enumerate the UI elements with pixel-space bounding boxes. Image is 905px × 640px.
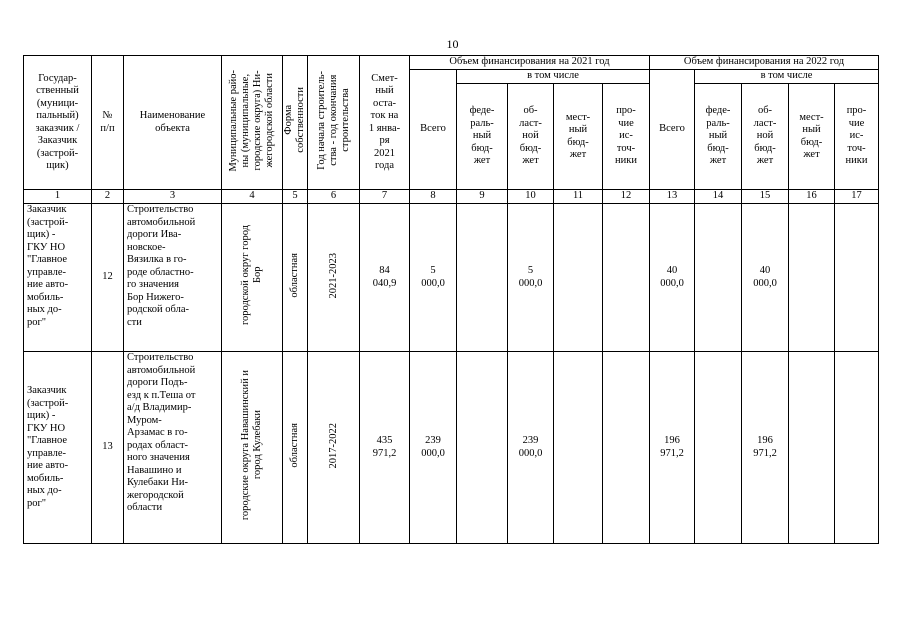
column-number: 9 xyxy=(457,190,508,204)
header-other-2022: про- чие ис- точ- ники xyxy=(835,84,879,190)
row-estimate: 435 971,2 xyxy=(360,352,410,544)
column-number: 7 xyxy=(360,190,410,204)
row-customer: Заказчик (застрой- щик) - ГКУ НО "Главное управле- ние авто- мобиль- ных до- рог" xyxy=(24,352,92,544)
row-regional-2022: 40 000,0 xyxy=(742,204,789,352)
row-years: 2021-2023 xyxy=(308,204,360,352)
row-total-2021: 5 000,0 xyxy=(410,204,457,352)
row-local-2021 xyxy=(554,352,603,544)
header-financing-2022: Объем финансирования на 2022 год xyxy=(650,56,879,70)
header-customer: Государ- ственный (муници- пальный) заказчик / Заказчик (застрой- щик) xyxy=(24,56,92,190)
header-including-2021: в том числе xyxy=(457,70,650,84)
column-number: 11 xyxy=(554,190,603,204)
column-number: 14 xyxy=(695,190,742,204)
row-federal-2022 xyxy=(695,204,742,352)
financing-table xyxy=(23,55,879,544)
column-number: 17 xyxy=(835,190,879,204)
column-number-row xyxy=(24,190,879,204)
row-regional-2022: 196 971,2 xyxy=(742,352,789,544)
row-federal-2021 xyxy=(457,352,508,544)
header-local-2022: мест- ный бюд- жет xyxy=(789,84,835,190)
row-total-2021: 239 000,0 xyxy=(410,352,457,544)
row-customer: Заказчик (застрой- щик) - ГКУ НО "Главное управле- ние авто- мобиль- ных до- рог" xyxy=(24,204,92,352)
row-federal-2022 xyxy=(695,352,742,544)
column-number: 1 xyxy=(24,190,92,204)
header-number: № п/п xyxy=(92,56,124,190)
row-other-2021 xyxy=(603,352,650,544)
page-number: 10 xyxy=(446,37,459,51)
row-municipality: городской округ город Бор xyxy=(222,204,283,352)
row-estimate: 84 040,9 xyxy=(360,204,410,352)
row-object-name: Строительство автомобильной дороги Подъ- езд к п.Теша от а/д Владимир- Муром- Арзамас в го- родах област- ного значения Навашино и Кулебаки Ни- жегородской области xyxy=(124,352,222,544)
column-number: 8 xyxy=(410,190,457,204)
column-number: 4 xyxy=(222,190,283,204)
row-years: 2017-2022 xyxy=(308,352,360,544)
row-municipality: городские округа Навашинский и город Кулебаки xyxy=(222,352,283,544)
header-total-2021: Всего xyxy=(410,70,457,190)
column-number: 2 xyxy=(92,190,124,204)
row-total-2022: 196 971,2 xyxy=(650,352,695,544)
column-number: 6 xyxy=(308,190,360,204)
row-number: 13 xyxy=(92,352,124,544)
column-number: 12 xyxy=(603,190,650,204)
header-federal-2021: феде- раль- ный бюд- жет xyxy=(457,84,508,190)
column-number: 3 xyxy=(124,190,222,204)
header-regional-2021: об- ласт- ной бюд- жет xyxy=(508,84,554,190)
header-total-2022: Всего xyxy=(650,70,695,190)
column-number: 15 xyxy=(742,190,789,204)
row-other-2021 xyxy=(603,204,650,352)
column-number: 5 xyxy=(283,190,308,204)
row-federal-2021 xyxy=(457,204,508,352)
column-number: 13 xyxy=(650,190,695,204)
row-other-2022 xyxy=(835,352,879,544)
header-years: Год начала строитель- ства - год окончания строительства xyxy=(308,56,360,190)
row-regional-2021: 239 000,0 xyxy=(508,352,554,544)
header-estimate: Смет- ный оста- ток на 1 янва- ря 2021 года xyxy=(360,56,410,190)
row-ownership: областная xyxy=(283,352,308,544)
header-financing-2021: Объем финансирования на 2021 год xyxy=(410,56,650,70)
table-row xyxy=(24,352,879,544)
row-regional-2021: 5 000,0 xyxy=(508,204,554,352)
header-municipality: Муниципальные райо- ны (муниципальные, городские округа) Ни- жегородской области xyxy=(222,56,283,190)
row-local-2022 xyxy=(789,352,835,544)
column-number: 16 xyxy=(789,190,835,204)
row-number: 12 xyxy=(92,204,124,352)
row-ownership: областная xyxy=(283,204,308,352)
header-federal-2022: феде- раль- ный бюд- жет xyxy=(695,84,742,190)
header-including-2022: в том числе xyxy=(695,70,879,84)
header-local-2021: мест- ный бюд- жет xyxy=(554,84,603,190)
row-other-2022 xyxy=(835,204,879,352)
row-object-name: Строительство автомобильной дороги Ива- новское- Вязилка в го- роде областно- го значения Бор Нижего- родской обла- сти xyxy=(124,204,222,352)
header-object-name: Наименование объекта xyxy=(124,56,222,190)
row-local-2022 xyxy=(789,204,835,352)
header-other-2021: про- чие ис- точ- ники xyxy=(603,84,650,190)
table-row xyxy=(24,204,879,352)
row-total-2022: 40 000,0 xyxy=(650,204,695,352)
column-number: 10 xyxy=(508,190,554,204)
header-regional-2022: об- ласт- ной бюд- жет xyxy=(742,84,789,190)
header-ownership: Форма собственности xyxy=(283,56,308,190)
row-local-2021 xyxy=(554,204,603,352)
